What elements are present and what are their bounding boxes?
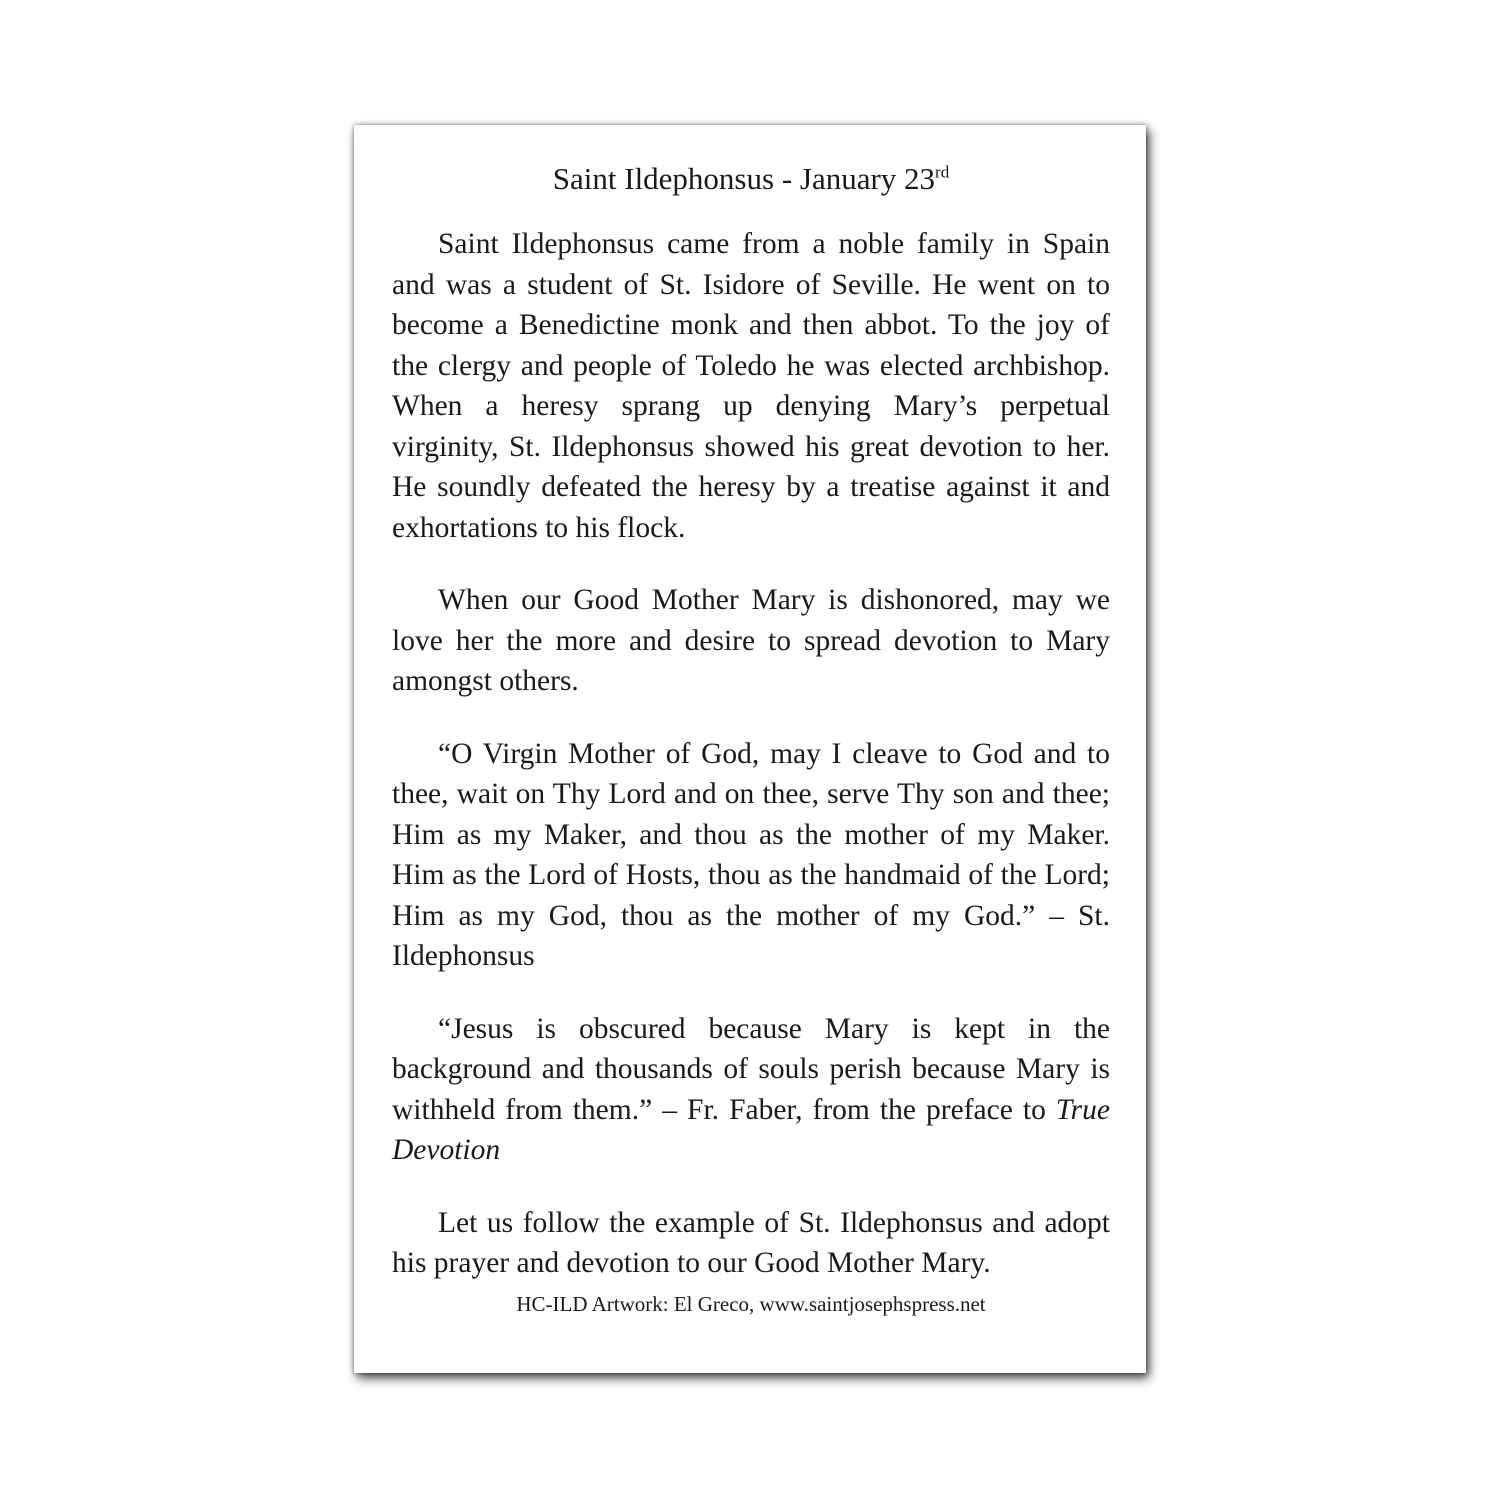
closing-paragraph: Let us follow the example of St. Ildephonsus and adopt his prayer and devotion to our Good Mother Mary. — [392, 1206, 1110, 1279]
card-title — [392, 159, 1110, 199]
card-title-text: Saint Ildephonsus - January 23 — [552, 161, 936, 196]
reflection-paragraph: When our Good Mother Mary is dishonored, may we love her the more and desire to spread devotion to Mary amongst others. — [392, 584, 1110, 697]
card-title-superscript: rd — [935, 162, 950, 182]
prayer-card — [354, 125, 1146, 1373]
ildephonsus-prayer-paragraph: “O Virgin Mother of God, may I cleave to God and to thee, wait on Thy Lord and on thee, serve Thy son and thee; Him as my Maker, and thou as the mother of my Maker. Him as the Lord of Hosts, thou as the handmaid of the Lord; Him as my God, thou as the mother of my God.” – St. Ildephonsus — [392, 737, 1110, 972]
faber-quote-text: “Jesus is obscured because Mary is kept in the background and thousands of souls perish because Mary is withheld from them.” – Fr. Faber, from the preface to — [392, 1012, 1110, 1126]
biography-paragraph: Saint Ildephonsus came from a noble family in Spain and was a student of St. Isidore of Seville. He went on to become a Benedictine monk and then abbot. To the joy of the clergy and people of Toledo he was elected archbishop. When a heresy sprang up denying Mary’s perpetual virginity, St. Ildephonsus showed his great devotion to her. He soundly defeated the heresy by a treatise against it and exhortations to his flock. — [392, 228, 1110, 544]
card-footer-credit: HC-ILD Artwork: El Greco, www.saintjosephspress.net — [516, 1291, 986, 1316]
faber-book-title: True Devotion — [392, 1093, 1110, 1166]
faber-quote-paragraph — [392, 1009, 1110, 1171]
